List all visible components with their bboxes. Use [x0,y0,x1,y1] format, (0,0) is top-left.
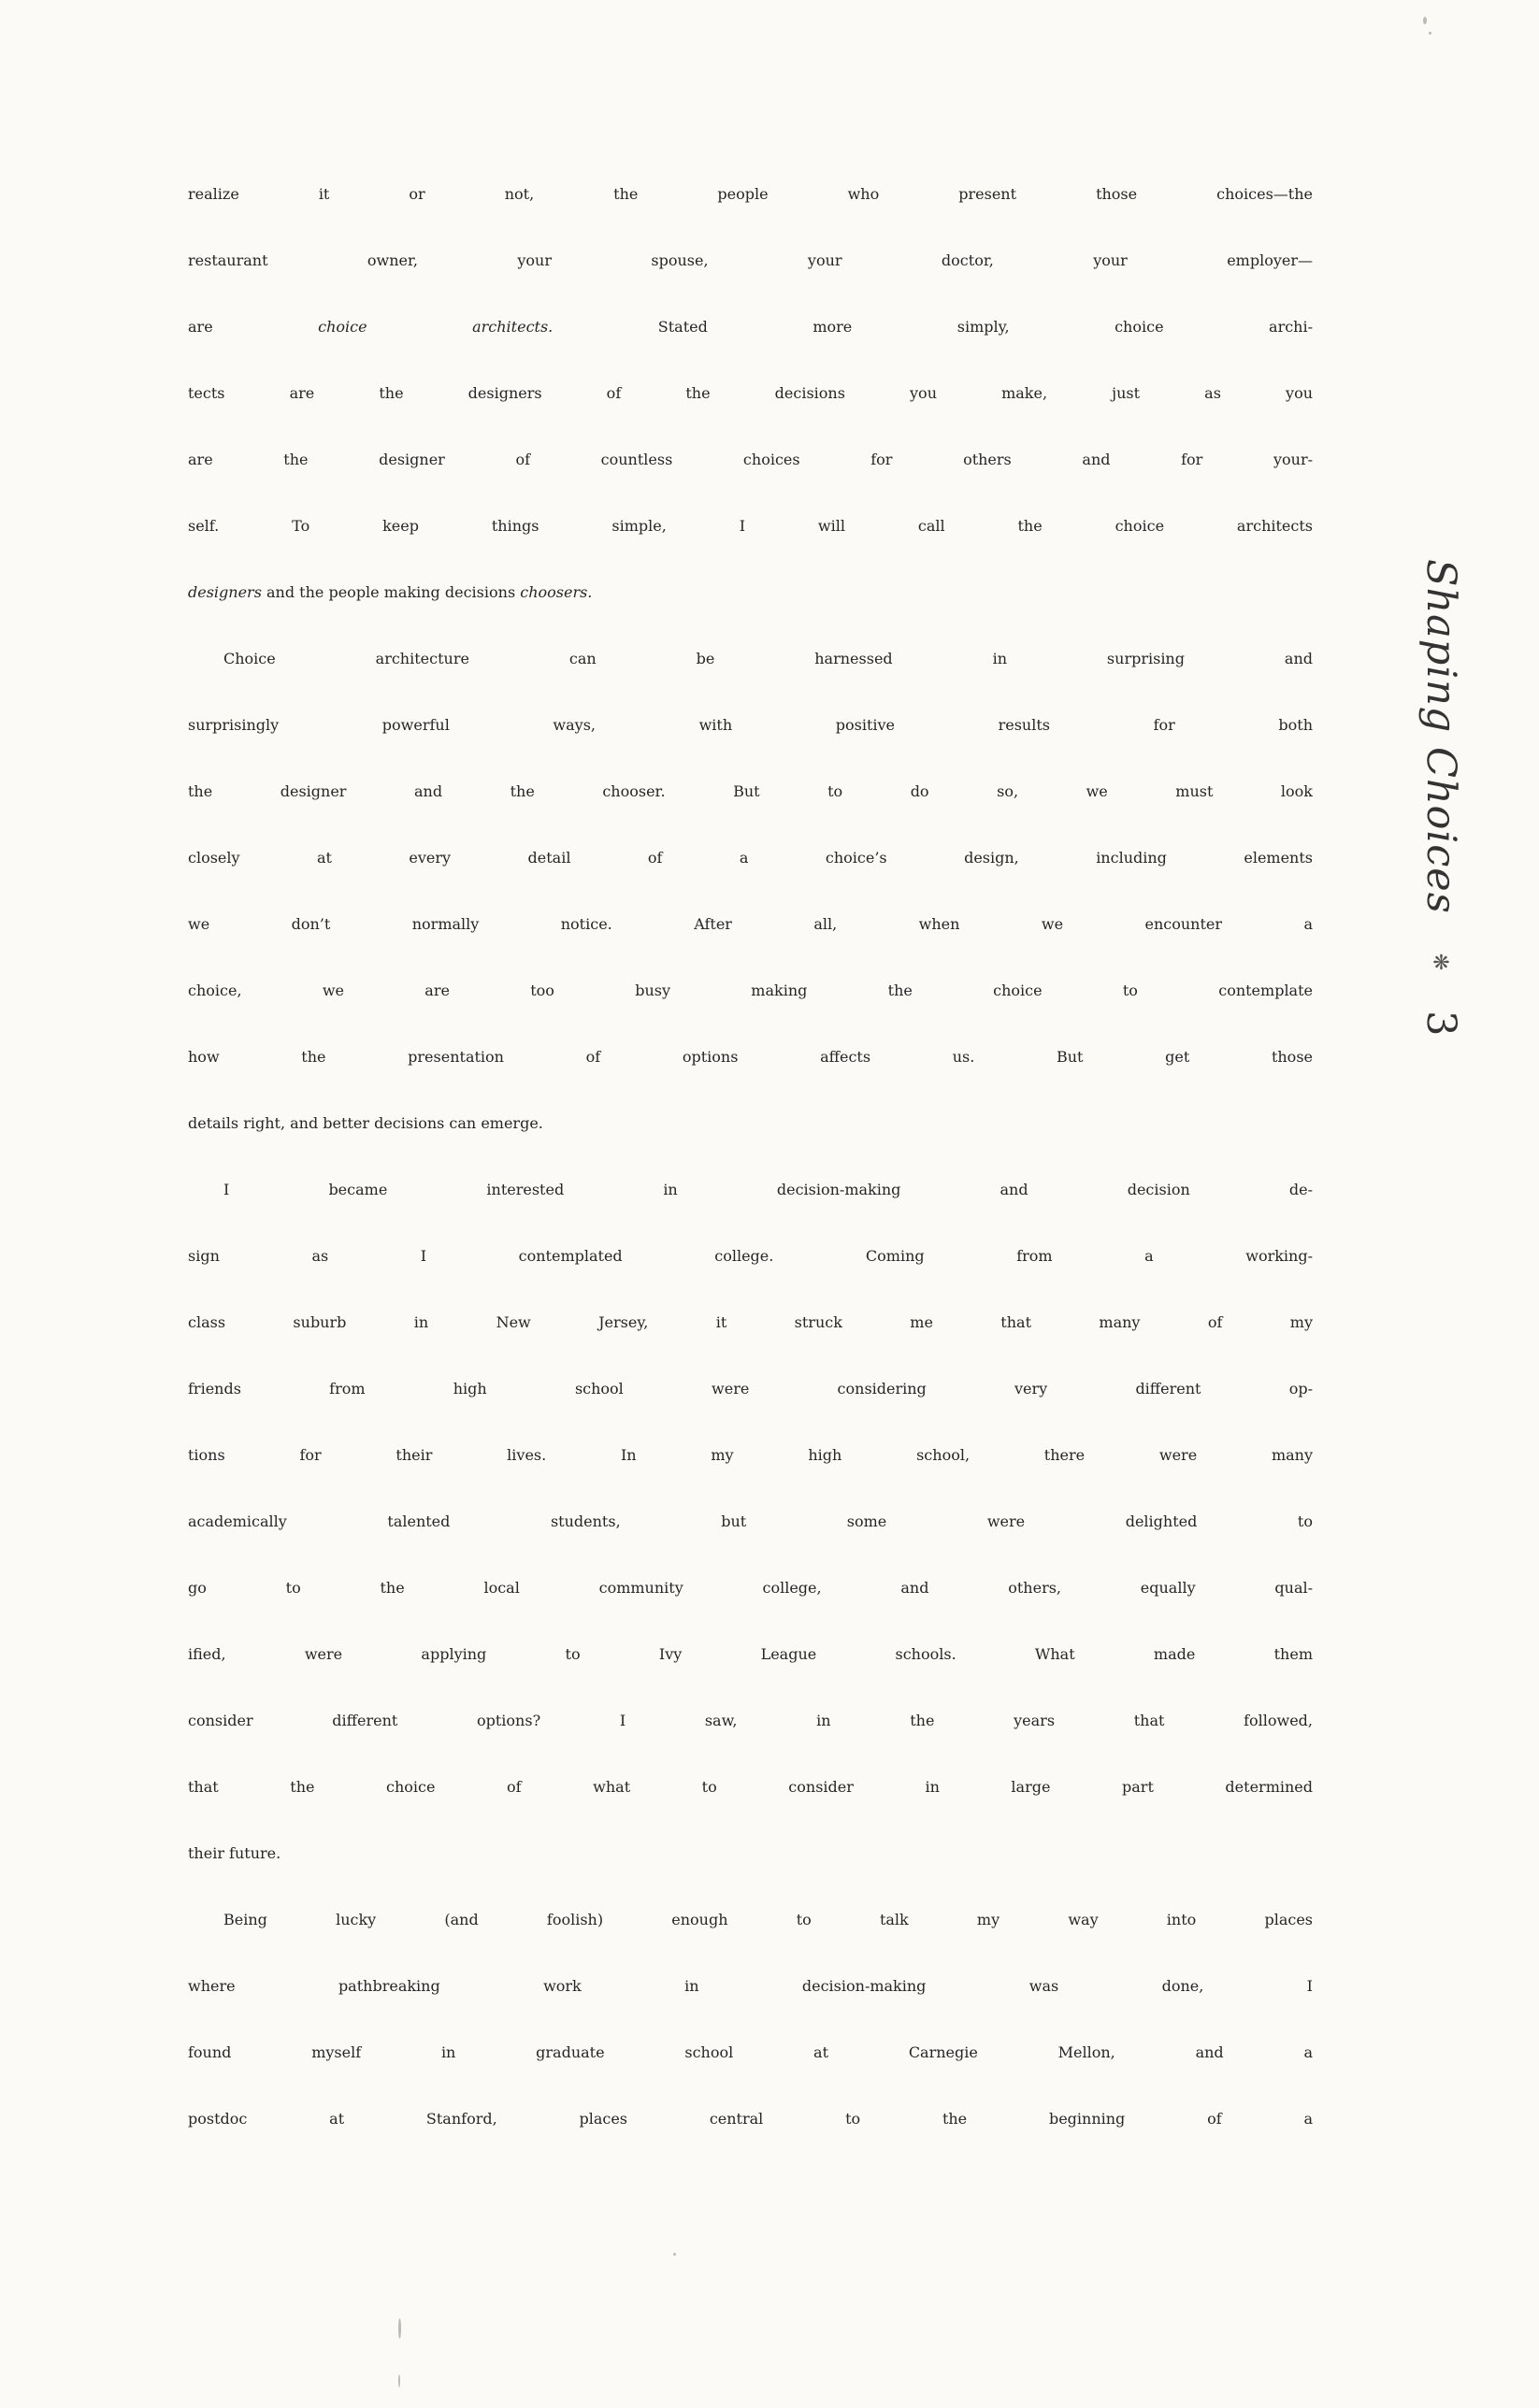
text-run: go to the local community college, and others, equally qual- [188,1579,1313,1597]
text-run: class suburb in New Jersey, it struck me that many of my [188,1313,1313,1331]
text-line [188,1645,1313,1712]
text-line [188,1911,1313,1977]
text-run: we don’t normally notice. After all, when we encounter a [188,915,1313,933]
text-run: the designer and the chooser. But to do so, we must look [188,782,1313,800]
text-run: closely at every detail of a choice’s design, including elements [188,849,1313,867]
text-run: found myself in graduate school at Carnegie Mellon, and a [188,2043,1313,2061]
text-run: friends from high school were considering very different op- [188,1380,1313,1398]
text-line [188,451,1313,517]
text-run: academically talented students, but some were delighted to [188,1512,1313,1530]
text-line [188,517,1313,583]
text-line [188,1512,1313,1579]
text-line [188,1579,1313,1645]
text-line [188,251,1313,318]
text-line [188,716,1313,782]
text-run: restaurant owner, your spouse, your doctor, your employer— [188,251,1313,269]
text-run: realize it or not, the people who present those choices—the [188,185,1313,203]
italic-term: choice architects. [318,318,554,336]
text-line [188,1778,1313,1844]
body-text [188,185,1313,2176]
text-line [188,915,1313,982]
text-run: self. To keep things simple, I will call the choice architects [188,517,1313,535]
paper-speck [673,2253,676,2256]
text-line [188,318,1313,384]
text-run: and the people making decisions [261,583,521,601]
paper-speck [1423,17,1427,24]
paper-speck [1429,32,1431,35]
text-line [188,1181,1313,1247]
text-line [188,384,1313,451]
text-line [188,1247,1313,1313]
text-run: Choice architecture can be harnessed in surprising and [223,650,1313,667]
text-run: how the presentation of options affects us. But get those [188,1048,1313,1066]
text-run: tions for their lives. In my high school, there were many [188,1446,1313,1464]
italic-term: choosers. [520,583,593,601]
text-line [188,650,1313,716]
text-line [188,982,1313,1048]
text-line [188,1446,1313,1512]
text-line [188,2110,1313,2176]
text-run: details right, and better decisions can emerge. [188,1114,543,1132]
running-head-title: Shaping Choices [1417,559,1464,914]
running-head [1417,559,1464,1038]
text-line [188,1712,1313,1778]
page-number: 3 [1417,1010,1464,1038]
text-line [188,185,1313,251]
text-line [188,1114,1313,1181]
text-run: choice, we are too busy making the choice to contemplate [188,982,1313,999]
text-line [188,1048,1313,1114]
text-run: are the designer of countless choices for others and for your- [188,451,1313,468]
text-run: Being lucky (and foolish) enough to talk my way into places [223,1911,1313,1928]
paper-speck [398,2318,401,2339]
text-run: postdoc at Stanford, places central to the beginning of a [188,2110,1313,2128]
text-run: are [188,318,319,336]
text-run: ified, were applying to Ivy League schools. What made them [188,1645,1313,1663]
text-run: sign as I contemplated college. Coming from a working- [188,1247,1313,1265]
text-line [188,1844,1313,1911]
ornament-icon: ❋ [1430,952,1453,977]
text-run: Stated more simply, choice archi- [553,318,1314,336]
text-run: their future. [188,1844,281,1862]
text-run: tects are the designers of the decisions you make, just as you [188,384,1313,402]
text-line [188,1380,1313,1446]
text-run: that the choice of what to consider in large part determined [188,1778,1313,1796]
text-run: I became interested in decision-making and decision de- [223,1181,1313,1198]
text-run: consider different options? I saw, in the years that followed, [188,1712,1313,1729]
text-line [188,583,1313,650]
text-line [188,782,1313,849]
text-line [188,1313,1313,1380]
text-run: surprisingly powerful ways, with positive results for both [188,716,1313,734]
italic-term: designers [188,583,262,601]
text-run: where pathbreaking work in decision-making was done, I [188,1977,1313,1995]
text-line [188,2043,1313,2110]
text-line [188,1977,1313,2043]
paper-speck [398,2374,400,2387]
text-line [188,849,1313,915]
